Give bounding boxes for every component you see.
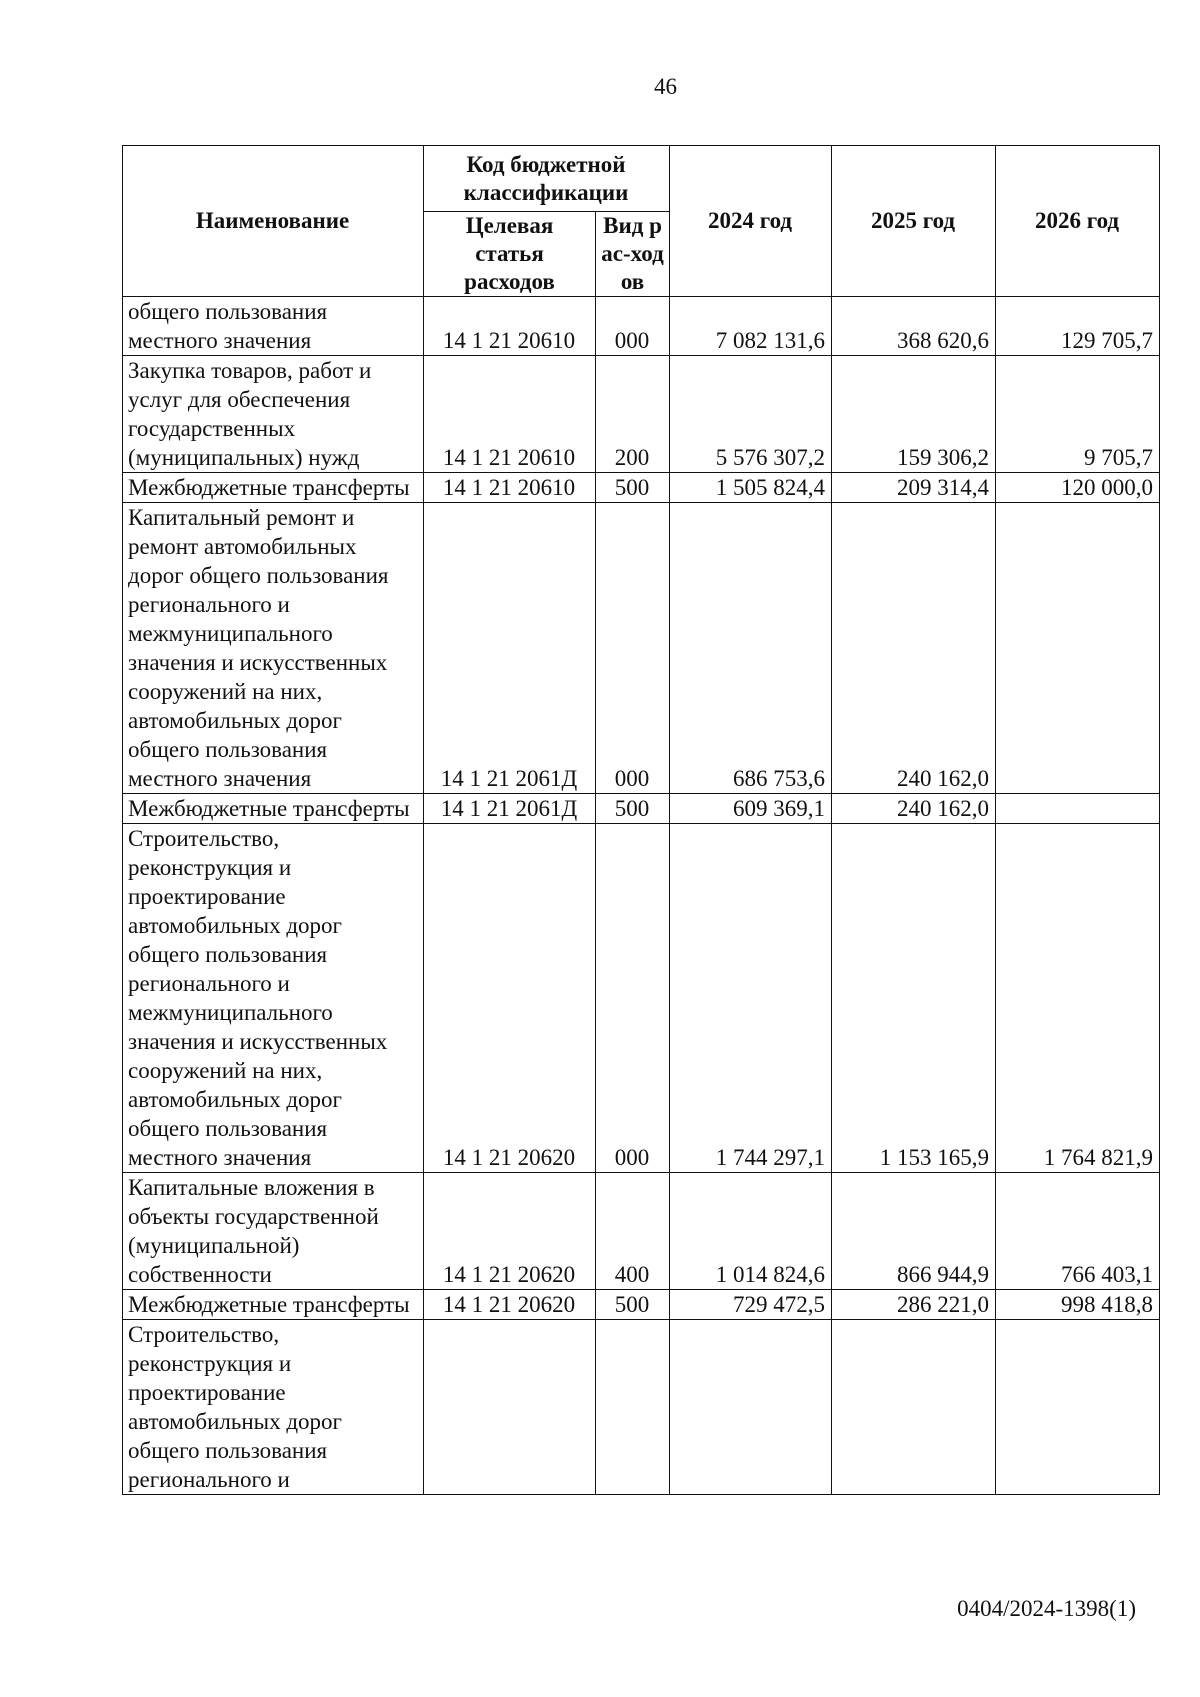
row-value-2026: 129 705,7 (996, 297, 1160, 356)
row-value-2025: 159 306,2 (832, 356, 996, 473)
row-value-2024: 686 753,6 (670, 503, 832, 794)
header-name: Наименование (123, 146, 424, 297)
table-row (123, 1290, 1160, 1320)
row-expense-kind: 200 (596, 356, 670, 473)
row-target-article: 14 1 21 2061Д (424, 794, 596, 824)
row-target-article: 14 1 21 2061Д (424, 503, 596, 794)
row-expense-kind: 000 (596, 297, 670, 356)
row-value-2024 (670, 1320, 832, 1495)
row-value-2025: 240 162,0 (832, 503, 996, 794)
header-2024: 2024 год (670, 146, 832, 297)
table-row (123, 473, 1160, 503)
header-kind: Вид рас-ходов (596, 212, 670, 297)
row-value-2026: 766 403,1 (996, 1173, 1160, 1290)
table-row (123, 794, 1160, 824)
row-value-2025: 1 153 165,9 (832, 824, 996, 1173)
table-row (123, 297, 1160, 356)
row-expense-kind: 000 (596, 503, 670, 794)
row-target-article: 14 1 21 20610 (424, 297, 596, 356)
row-value-2026: 120 000,0 (996, 473, 1160, 503)
row-value-2026: 998 418,8 (996, 1290, 1160, 1320)
row-value-2024: 5 576 307,2 (670, 356, 832, 473)
row-value-2025: 209 314,4 (832, 473, 996, 503)
table-row (123, 356, 1160, 473)
row-value-2024: 1 744 297,1 (670, 824, 832, 1173)
row-value-2026 (996, 503, 1160, 794)
row-expense-kind: 500 (596, 473, 670, 503)
row-value-2024: 1 014 824,6 (670, 1173, 832, 1290)
row-expense-kind: 000 (596, 824, 670, 1173)
header-code-group: Код бюджетной классификации (424, 146, 670, 212)
table-row (123, 1173, 1160, 1290)
row-expense-kind: 400 (596, 1173, 670, 1290)
row-value-2025: 368 620,6 (832, 297, 996, 356)
row-expense-kind: 500 (596, 794, 670, 824)
row-target-article: 14 1 21 20620 (424, 824, 596, 1173)
row-value-2025 (832, 1320, 996, 1495)
document-code: 0404/2024-1398(1) (957, 1596, 1136, 1621)
row-value-2024: 7 082 131,6 (670, 297, 832, 356)
page-number: 46 (654, 74, 677, 99)
row-target-article: 14 1 21 20610 (424, 356, 596, 473)
row-target-article: 14 1 21 20610 (424, 473, 596, 503)
budget-table (122, 145, 1160, 1495)
header-target: Целевая статья расходов (424, 212, 596, 297)
row-name: Капитальный ремонт и ремонт автомобильных дорог общего пользования регионального и межмуниципального значения и искусственных сооружений на них, автомобильных дорог общего пользования местного значения (123, 503, 424, 794)
row-target-article: 14 1 21 20620 (424, 1290, 596, 1320)
header-2025: 2025 год (832, 146, 996, 297)
table-row (123, 824, 1160, 1173)
row-expense-kind (596, 1320, 670, 1495)
row-value-2024: 609 369,1 (670, 794, 832, 824)
row-value-2026: 9 705,7 (996, 356, 1160, 473)
table-row (123, 1320, 1160, 1495)
table-body (123, 297, 1160, 1495)
row-target-article (424, 1320, 596, 1495)
row-value-2026 (996, 1320, 1160, 1495)
row-name: Капитальные вложения в объекты государственной (муниципальной) собственности (123, 1173, 424, 1290)
row-value-2025: 286 221,0 (832, 1290, 996, 1320)
table-header (123, 146, 1160, 297)
row-value-2025: 866 944,9 (832, 1173, 996, 1290)
row-value-2025: 240 162,0 (832, 794, 996, 824)
row-value-2026: 1 764 821,9 (996, 824, 1160, 1173)
row-name: Межбюджетные трансферты (123, 1290, 424, 1320)
row-value-2026 (996, 794, 1160, 824)
row-name: Строительство, реконструкция и проектирование автомобильных дорог общего пользования регионального и (123, 1320, 424, 1495)
row-value-2024: 729 472,5 (670, 1290, 832, 1320)
row-name: Закупка товаров, работ и услуг для обеспечения государственных (муниципальных) нужд (123, 356, 424, 473)
row-name: Межбюджетные трансферты (123, 794, 424, 824)
row-expense-kind: 500 (596, 1290, 670, 1320)
table-row (123, 503, 1160, 794)
row-target-article: 14 1 21 20620 (424, 1173, 596, 1290)
row-name: общего пользования местного значения (123, 297, 424, 356)
row-name: Межбюджетные трансферты (123, 473, 424, 503)
row-value-2024: 1 505 824,4 (670, 473, 832, 503)
header-2026: 2026 год (996, 146, 1160, 297)
row-name: Строительство, реконструкция и проектирование автомобильных дорог общего пользования регионального и межмуниципального значения и искусственных сооружений на них, автомобильных дорог общего пользования местного значения (123, 824, 424, 1173)
